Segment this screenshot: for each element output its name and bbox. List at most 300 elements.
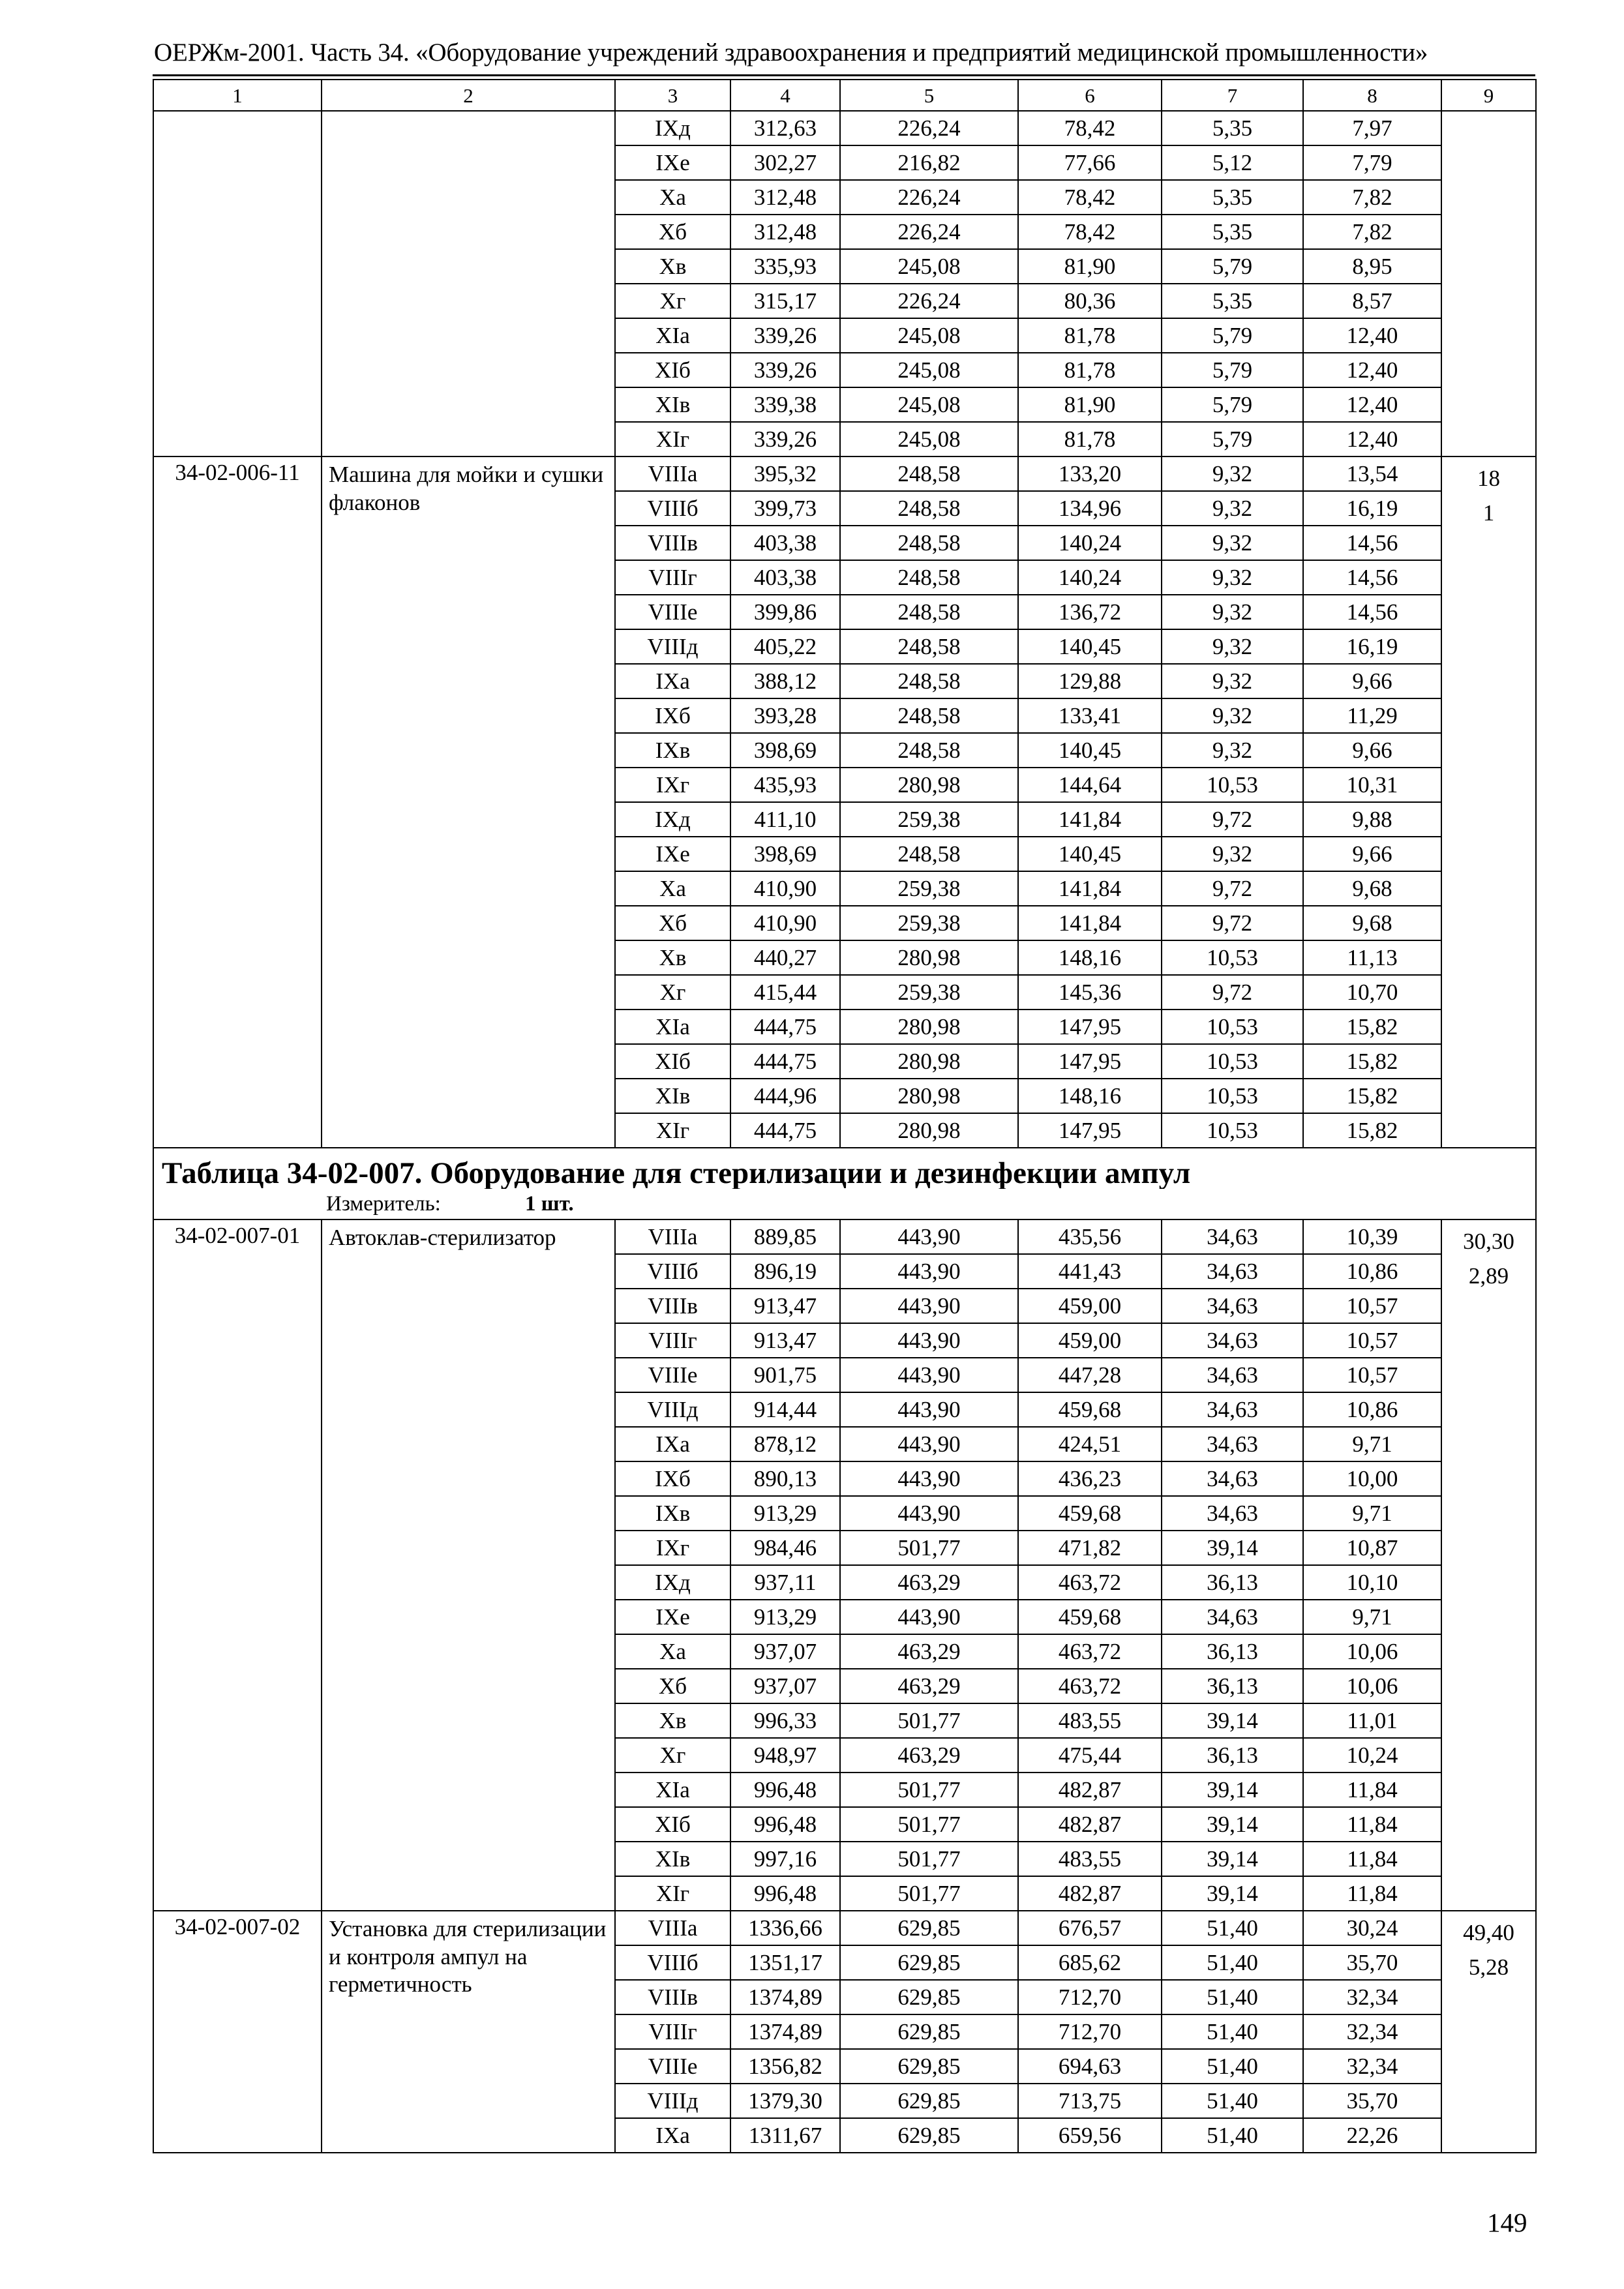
column-9-value: 1 xyxy=(1482,500,1495,526)
value-cell: 248,58 xyxy=(840,733,1018,768)
value-cell: 280,98 xyxy=(840,1079,1018,1113)
value-cell: 712,70 xyxy=(1018,1980,1162,2014)
zone-cell: IXа xyxy=(615,1427,730,1461)
value-cell: 34,63 xyxy=(1162,1461,1303,1496)
value-cell: 133,20 xyxy=(1018,456,1162,491)
value-cell: 9,32 xyxy=(1162,595,1303,629)
value-cell: 133,41 xyxy=(1018,698,1162,733)
zone-cell: IXа xyxy=(615,664,730,698)
value-cell: 482,87 xyxy=(1018,1773,1162,1807)
column-number: 2 xyxy=(322,80,615,111)
value-cell: 15,82 xyxy=(1303,1044,1441,1079)
column-9-values xyxy=(1441,111,1536,456)
value-cell: 129,88 xyxy=(1018,664,1162,698)
value-cell: 878,12 xyxy=(730,1427,840,1461)
value-cell: 889,85 xyxy=(730,1219,840,1254)
value-cell: 1379,30 xyxy=(730,2084,840,2118)
value-cell: 140,45 xyxy=(1018,733,1162,768)
value-cell: 9,68 xyxy=(1303,906,1441,940)
item-code xyxy=(153,111,322,456)
value-cell: 280,98 xyxy=(840,1010,1018,1044)
value-cell: 11,84 xyxy=(1303,1876,1441,1911)
value-cell: 245,08 xyxy=(840,387,1018,422)
column-9-value: 2,89 xyxy=(1468,1263,1509,1289)
value-cell: 14,56 xyxy=(1303,595,1441,629)
value-cell: 1374,89 xyxy=(730,1980,840,2014)
value-cell: 5,12 xyxy=(1162,145,1303,180)
value-cell: 463,29 xyxy=(840,1738,1018,1773)
header-rule xyxy=(153,74,1535,76)
zone-cell: VIIIд xyxy=(615,2084,730,2118)
zone-cell: Xг xyxy=(615,1738,730,1773)
value-cell: 12,40 xyxy=(1303,318,1441,353)
column-9-value: 18 xyxy=(1477,466,1500,491)
column-number: 5 xyxy=(840,80,1018,111)
value-cell: 997,16 xyxy=(730,1842,840,1876)
zone-cell: XIв xyxy=(615,387,730,422)
value-cell: 398,69 xyxy=(730,837,840,871)
value-cell: 141,84 xyxy=(1018,871,1162,906)
value-cell: 280,98 xyxy=(840,1044,1018,1079)
value-cell: 36,13 xyxy=(1162,1565,1303,1600)
value-cell: 39,14 xyxy=(1162,1531,1303,1565)
column-number: 4 xyxy=(730,80,840,111)
value-cell: 443,90 xyxy=(840,1461,1018,1496)
value-cell: 694,63 xyxy=(1018,2049,1162,2084)
page-header: ОЕРЖм-2001. Часть 34. «Оборудование учреждений здравоохранения и предприятий медицинской промышленности» xyxy=(154,38,1428,67)
value-cell: 482,87 xyxy=(1018,1876,1162,1911)
value-cell: 147,95 xyxy=(1018,1010,1162,1044)
value-cell: 11,29 xyxy=(1303,698,1441,733)
value-cell: 10,31 xyxy=(1303,768,1441,802)
value-cell: 14,56 xyxy=(1303,526,1441,560)
zone-cell: IXд xyxy=(615,111,730,145)
value-cell: 81,78 xyxy=(1018,353,1162,387)
value-cell: 248,58 xyxy=(840,456,1018,491)
value-cell: 5,79 xyxy=(1162,249,1303,284)
value-cell: 136,72 xyxy=(1018,595,1162,629)
value-cell: 339,38 xyxy=(730,387,840,422)
value-cell: 51,40 xyxy=(1162,2049,1303,2084)
value-cell: 629,85 xyxy=(840,1945,1018,1980)
value-cell: 459,68 xyxy=(1018,1600,1162,1634)
zone-cell: XIб xyxy=(615,1807,730,1842)
value-cell: 259,38 xyxy=(840,975,1018,1010)
value-cell: 948,97 xyxy=(730,1738,840,1773)
zone-cell: XIа xyxy=(615,1773,730,1807)
value-cell: 35,70 xyxy=(1303,2084,1441,2118)
value-cell: 51,40 xyxy=(1162,1945,1303,1980)
value-cell: 463,29 xyxy=(840,1634,1018,1669)
value-cell: 629,85 xyxy=(840,2014,1018,2049)
value-cell: 34,63 xyxy=(1162,1254,1303,1289)
value-cell: 36,13 xyxy=(1162,1669,1303,1703)
value-cell: 913,47 xyxy=(730,1289,840,1323)
zone-cell: IXд xyxy=(615,802,730,837)
value-cell: 501,77 xyxy=(840,1703,1018,1738)
value-cell: 77,66 xyxy=(1018,145,1162,180)
value-cell: 10,53 xyxy=(1162,1044,1303,1079)
value-cell: 78,42 xyxy=(1018,215,1162,249)
value-cell: 483,55 xyxy=(1018,1703,1162,1738)
value-cell: 11,13 xyxy=(1303,940,1441,975)
value-cell: 245,08 xyxy=(840,318,1018,353)
value-cell: 996,48 xyxy=(730,1876,840,1911)
value-cell: 9,32 xyxy=(1162,698,1303,733)
value-cell: 5,79 xyxy=(1162,387,1303,422)
value-cell: 7,79 xyxy=(1303,145,1441,180)
value-cell: 51,40 xyxy=(1162,2118,1303,2153)
value-cell: 9,32 xyxy=(1162,733,1303,768)
value-cell: 463,72 xyxy=(1018,1565,1162,1600)
value-cell: 483,55 xyxy=(1018,1842,1162,1876)
value-cell: 226,24 xyxy=(840,180,1018,215)
value-cell: 259,38 xyxy=(840,906,1018,940)
value-cell: 463,29 xyxy=(840,1669,1018,1703)
value-cell: 435,93 xyxy=(730,768,840,802)
zone-cell: IXе xyxy=(615,837,730,871)
value-cell: 9,72 xyxy=(1162,975,1303,1010)
column-9-values xyxy=(1441,1219,1536,1911)
item-name: Установка для стерилизации и контроля ампул на герметичность xyxy=(322,1911,615,2153)
column-9-value: 49,40 xyxy=(1463,1920,1514,1945)
value-cell: 34,63 xyxy=(1162,1600,1303,1634)
value-cell: 399,86 xyxy=(730,595,840,629)
value-cell: 140,45 xyxy=(1018,837,1162,871)
value-cell: 1311,67 xyxy=(730,2118,840,2153)
value-cell: 501,77 xyxy=(840,1876,1018,1911)
value-cell: 245,08 xyxy=(840,249,1018,284)
value-cell: 51,40 xyxy=(1162,2014,1303,2049)
value-cell: 15,82 xyxy=(1303,1010,1441,1044)
value-cell: 441,43 xyxy=(1018,1254,1162,1289)
value-cell: 226,24 xyxy=(840,215,1018,249)
value-cell: 7,97 xyxy=(1303,111,1441,145)
value-cell: 141,84 xyxy=(1018,802,1162,837)
value-cell: 148,16 xyxy=(1018,1079,1162,1113)
value-cell: 248,58 xyxy=(840,629,1018,664)
value-cell: 7,82 xyxy=(1303,215,1441,249)
value-cell: 463,72 xyxy=(1018,1669,1162,1703)
value-cell: 9,32 xyxy=(1162,664,1303,698)
value-cell: 259,38 xyxy=(840,802,1018,837)
value-cell: 9,72 xyxy=(1162,802,1303,837)
value-cell: 9,71 xyxy=(1303,1600,1441,1634)
zone-cell: Xв xyxy=(615,249,730,284)
value-cell: 11,84 xyxy=(1303,1842,1441,1876)
zone-cell: IXг xyxy=(615,1531,730,1565)
value-cell: 51,40 xyxy=(1162,1911,1303,1945)
value-cell: 9,71 xyxy=(1303,1496,1441,1531)
value-cell: 10,86 xyxy=(1303,1254,1441,1289)
table-row xyxy=(153,456,1536,491)
value-cell: 5,79 xyxy=(1162,422,1303,456)
value-cell: 10,06 xyxy=(1303,1669,1441,1703)
value-cell: 5,35 xyxy=(1162,180,1303,215)
zone-cell: VIIIа xyxy=(615,1911,730,1945)
value-cell: 9,88 xyxy=(1303,802,1441,837)
value-cell: 913,29 xyxy=(730,1496,840,1531)
value-cell: 36,13 xyxy=(1162,1738,1303,1773)
zone-cell: IXб xyxy=(615,698,730,733)
value-cell: 501,77 xyxy=(840,1531,1018,1565)
value-cell: 9,32 xyxy=(1162,526,1303,560)
value-cell: 685,62 xyxy=(1018,1945,1162,1980)
zone-cell: IXе xyxy=(615,1600,730,1634)
value-cell: 629,85 xyxy=(840,1911,1018,1945)
value-cell: 443,90 xyxy=(840,1392,1018,1427)
value-cell: 937,07 xyxy=(730,1669,840,1703)
unit-label: Измеритель: xyxy=(326,1191,441,1216)
value-cell: 444,75 xyxy=(730,1113,840,1148)
value-cell: 34,63 xyxy=(1162,1323,1303,1358)
value-cell: 393,28 xyxy=(730,698,840,733)
zone-cell: Xг xyxy=(615,284,730,318)
value-cell: 11,84 xyxy=(1303,1807,1441,1842)
value-cell: 415,44 xyxy=(730,975,840,1010)
value-cell: 1351,17 xyxy=(730,1945,840,1980)
item-name xyxy=(322,111,615,456)
value-cell: 399,73 xyxy=(730,491,840,526)
zone-cell: VIIIе xyxy=(615,1358,730,1392)
value-cell: 1374,89 xyxy=(730,2014,840,2049)
zone-cell: VIIIб xyxy=(615,491,730,526)
value-cell: 659,56 xyxy=(1018,2118,1162,2153)
value-cell: 475,44 xyxy=(1018,1738,1162,1773)
value-cell: 16,19 xyxy=(1303,629,1441,664)
value-cell: 248,58 xyxy=(840,698,1018,733)
value-cell: 14,56 xyxy=(1303,560,1441,595)
zone-cell: VIIIе xyxy=(615,595,730,629)
value-cell: 51,40 xyxy=(1162,1980,1303,2014)
zone-cell: XIг xyxy=(615,422,730,456)
unit-row xyxy=(153,1189,1536,1219)
value-cell: 443,90 xyxy=(840,1289,1018,1323)
value-cell: 1356,82 xyxy=(730,2049,840,2084)
value-cell: 10,57 xyxy=(1303,1289,1441,1323)
value-cell: 248,58 xyxy=(840,664,1018,698)
value-cell: 10,57 xyxy=(1303,1358,1441,1392)
column-number: 6 xyxy=(1018,80,1162,111)
table-title: Таблица 34-02-007. Оборудование для стерилизации и дезинфекции ампул xyxy=(153,1148,1536,1189)
zone-cell: VIIIг xyxy=(615,560,730,595)
value-cell: 501,77 xyxy=(840,1842,1018,1876)
value-cell: 10,39 xyxy=(1303,1219,1441,1254)
zone-cell: XIа xyxy=(615,318,730,353)
value-cell: 339,26 xyxy=(730,318,840,353)
zone-cell: Xб xyxy=(615,215,730,249)
zone-cell: VIIIв xyxy=(615,1980,730,2014)
zone-cell: XIб xyxy=(615,1044,730,1079)
value-cell: 248,58 xyxy=(840,837,1018,871)
value-cell: 10,57 xyxy=(1303,1323,1441,1358)
value-cell: 32,34 xyxy=(1303,1980,1441,2014)
value-cell: 34,63 xyxy=(1162,1289,1303,1323)
value-cell: 459,00 xyxy=(1018,1289,1162,1323)
table-row xyxy=(153,1911,1536,1945)
value-cell: 459,68 xyxy=(1018,1392,1162,1427)
value-cell: 134,96 xyxy=(1018,491,1162,526)
value-cell: 937,11 xyxy=(730,1565,840,1600)
value-cell: 9,71 xyxy=(1303,1427,1441,1461)
value-cell: 248,58 xyxy=(840,526,1018,560)
value-cell: 36,13 xyxy=(1162,1634,1303,1669)
value-cell: 411,10 xyxy=(730,802,840,837)
value-cell: 10,53 xyxy=(1162,1113,1303,1148)
zone-cell: Xа xyxy=(615,871,730,906)
zone-cell: XIг xyxy=(615,1113,730,1148)
value-cell: 996,48 xyxy=(730,1773,840,1807)
zone-cell: Xг xyxy=(615,975,730,1010)
zone-cell: IXг xyxy=(615,768,730,802)
value-cell: 713,75 xyxy=(1018,2084,1162,2118)
value-cell: 403,38 xyxy=(730,560,840,595)
value-cell: 388,12 xyxy=(730,664,840,698)
value-cell: 39,14 xyxy=(1162,1807,1303,1842)
value-cell: 10,06 xyxy=(1303,1634,1441,1669)
value-cell: 629,85 xyxy=(840,2118,1018,2153)
column-number: 3 xyxy=(615,80,730,111)
value-cell: 10,24 xyxy=(1303,1738,1441,1773)
zone-cell: XIа xyxy=(615,1010,730,1044)
value-cell: 10,53 xyxy=(1162,768,1303,802)
zone-cell: VIIIд xyxy=(615,629,730,664)
value-cell: 339,26 xyxy=(730,353,840,387)
zone-cell: Xа xyxy=(615,1634,730,1669)
value-cell: 629,85 xyxy=(840,1980,1018,2014)
column-number: 9 xyxy=(1441,80,1536,111)
zone-cell: VIIIб xyxy=(615,1254,730,1289)
item-name: Машина для мойки и сушки флаконов xyxy=(322,456,615,1148)
value-cell: 8,57 xyxy=(1303,284,1441,318)
zone-cell: XIб xyxy=(615,353,730,387)
value-cell: 10,86 xyxy=(1303,1392,1441,1427)
value-cell: 7,82 xyxy=(1303,180,1441,215)
value-cell: 216,82 xyxy=(840,145,1018,180)
zone-cell: VIIIв xyxy=(615,526,730,560)
value-cell: 312,63 xyxy=(730,111,840,145)
table-title-row xyxy=(153,1148,1536,1189)
value-cell: 676,57 xyxy=(1018,1911,1162,1945)
table-row xyxy=(153,111,1536,145)
value-cell: 12,40 xyxy=(1303,353,1441,387)
value-cell: 339,26 xyxy=(730,422,840,456)
value-cell: 9,72 xyxy=(1162,906,1303,940)
value-cell: 629,85 xyxy=(840,2084,1018,2118)
zone-cell: Xб xyxy=(615,1669,730,1703)
value-cell: 11,01 xyxy=(1303,1703,1441,1738)
zone-cell: VIIIд xyxy=(615,1392,730,1427)
value-cell: 471,82 xyxy=(1018,1531,1162,1565)
value-cell: 34,63 xyxy=(1162,1358,1303,1392)
column-number-row xyxy=(153,80,1536,111)
value-cell: 463,29 xyxy=(840,1565,1018,1600)
value-cell: 501,77 xyxy=(840,1807,1018,1842)
value-cell: 1336,66 xyxy=(730,1911,840,1945)
value-cell: 32,34 xyxy=(1303,2049,1441,2084)
value-cell: 9,32 xyxy=(1162,560,1303,595)
zone-cell: VIIIв xyxy=(615,1289,730,1323)
value-cell: 245,08 xyxy=(840,353,1018,387)
item-code: 34-02-007-02 xyxy=(153,1911,322,2153)
value-cell: 10,53 xyxy=(1162,1079,1303,1113)
zone-cell: IXа xyxy=(615,2118,730,2153)
value-cell: 34,63 xyxy=(1162,1219,1303,1254)
value-cell: 145,36 xyxy=(1018,975,1162,1010)
value-cell: 245,08 xyxy=(840,422,1018,456)
value-cell: 914,44 xyxy=(730,1392,840,1427)
value-cell: 9,32 xyxy=(1162,491,1303,526)
value-cell: 280,98 xyxy=(840,1113,1018,1148)
column-9-values xyxy=(1441,1911,1536,2153)
value-cell: 140,24 xyxy=(1018,560,1162,595)
value-cell: 5,79 xyxy=(1162,318,1303,353)
value-cell: 443,90 xyxy=(840,1600,1018,1634)
value-cell: 5,79 xyxy=(1162,353,1303,387)
value-cell: 424,51 xyxy=(1018,1427,1162,1461)
value-cell: 9,72 xyxy=(1162,871,1303,906)
value-cell: 937,07 xyxy=(730,1634,840,1669)
value-cell: 459,68 xyxy=(1018,1496,1162,1531)
value-cell: 312,48 xyxy=(730,180,840,215)
value-cell: 141,84 xyxy=(1018,906,1162,940)
value-cell: 248,58 xyxy=(840,491,1018,526)
value-cell: 10,10 xyxy=(1303,1565,1441,1600)
value-cell: 405,22 xyxy=(730,629,840,664)
value-cell: 9,68 xyxy=(1303,871,1441,906)
column-9-value: 5,28 xyxy=(1468,1954,1509,1981)
value-cell: 147,95 xyxy=(1018,1113,1162,1148)
value-cell: 10,53 xyxy=(1162,1010,1303,1044)
column-9-value: 30,30 xyxy=(1463,1229,1514,1254)
value-cell: 447,28 xyxy=(1018,1358,1162,1392)
value-cell: 629,85 xyxy=(840,2049,1018,2084)
value-cell: 140,24 xyxy=(1018,526,1162,560)
value-cell: 443,90 xyxy=(840,1323,1018,1358)
value-cell: 913,29 xyxy=(730,1600,840,1634)
value-cell: 30,24 xyxy=(1303,1911,1441,1945)
value-cell: 10,87 xyxy=(1303,1531,1441,1565)
zone-cell: IXб xyxy=(615,1461,730,1496)
value-cell: 9,66 xyxy=(1303,733,1441,768)
value-cell: 248,58 xyxy=(840,560,1018,595)
item-code: 34-02-006-11 xyxy=(153,456,322,1148)
value-cell: 80,36 xyxy=(1018,284,1162,318)
value-cell: 410,90 xyxy=(730,906,840,940)
value-cell: 39,14 xyxy=(1162,1876,1303,1911)
value-cell: 9,66 xyxy=(1303,664,1441,698)
value-cell: 12,40 xyxy=(1303,422,1441,456)
value-cell: 15,82 xyxy=(1303,1113,1441,1148)
value-cell: 996,33 xyxy=(730,1703,840,1738)
zone-cell: IXв xyxy=(615,733,730,768)
value-cell: 302,27 xyxy=(730,145,840,180)
value-cell: 8,95 xyxy=(1303,249,1441,284)
column-number: 8 xyxy=(1303,80,1441,111)
value-cell: 81,90 xyxy=(1018,387,1162,422)
unit-value: 1 шт. xyxy=(525,1191,574,1216)
value-cell: 440,27 xyxy=(730,940,840,975)
value-cell: 444,75 xyxy=(730,1010,840,1044)
value-cell: 15,82 xyxy=(1303,1079,1441,1113)
zone-cell: VIIIе xyxy=(615,2049,730,2084)
value-cell: 444,75 xyxy=(730,1044,840,1079)
unit-cell xyxy=(153,1189,1536,1219)
value-cell: 435,56 xyxy=(1018,1219,1162,1254)
value-cell: 78,42 xyxy=(1018,111,1162,145)
value-cell: 81,90 xyxy=(1018,249,1162,284)
value-cell: 147,95 xyxy=(1018,1044,1162,1079)
